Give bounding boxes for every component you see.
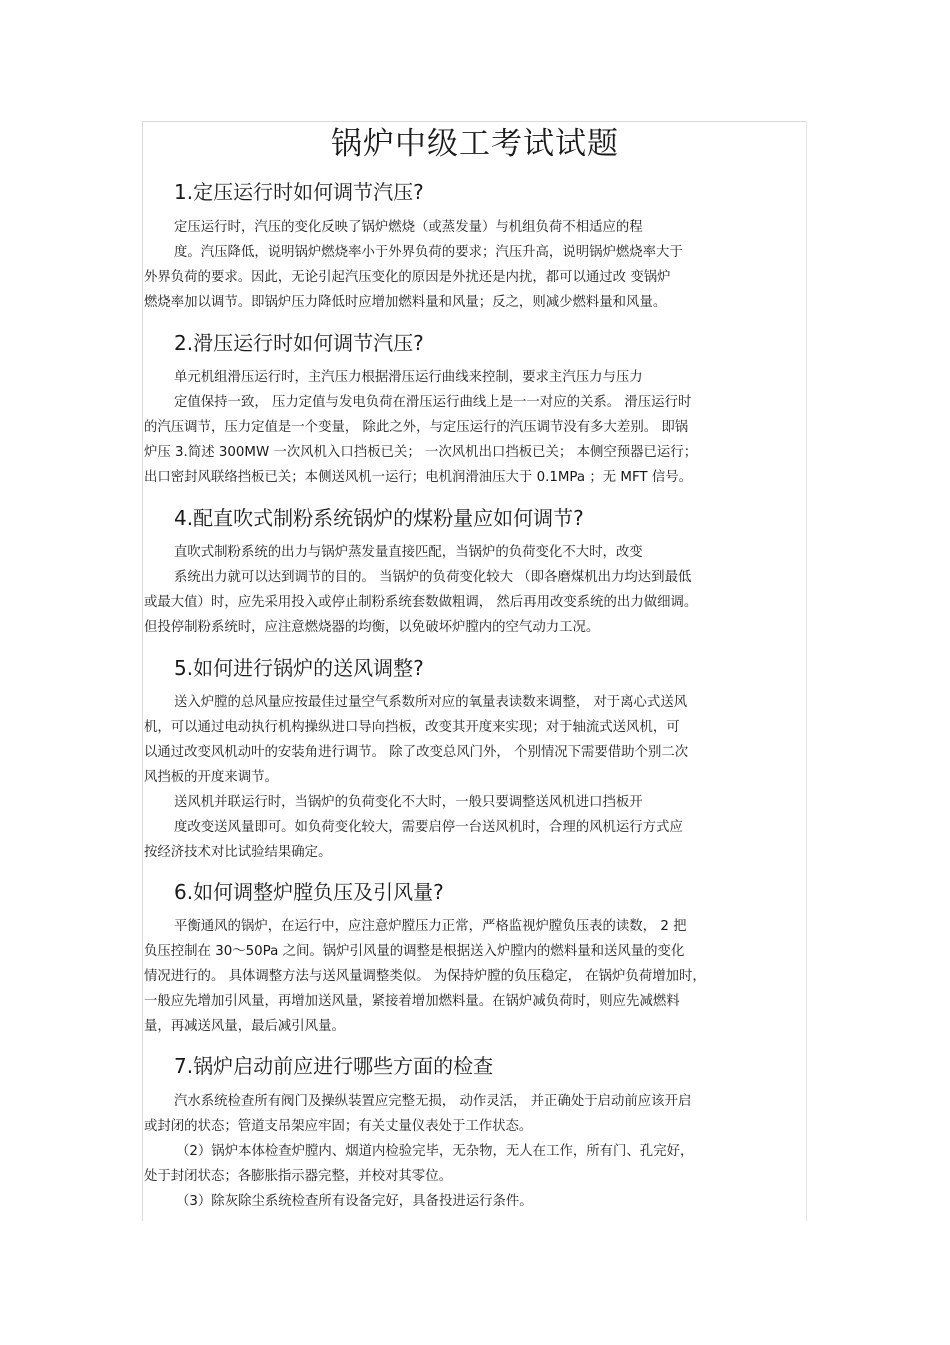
paragraph-line: 或最大值）时，应先采用投入或停止制粉系统套数做粗调， 然后再用改变系统的出力做细调。 [144, 595, 698, 610]
paragraph-line: 定值保持一致， 压力定值与发电负荷在滑压运行曲线上是一一对应的关系。 滑压运行时 [174, 395, 692, 410]
section-heading-1: 1.定压运行时如何调节汽压? [174, 180, 424, 204]
paragraph-line: 以通过改变风机动叶的安装角进行调节。 除了改变总风门外， 个别情况下需要借助个别二次 [144, 745, 689, 760]
paragraph-line: 直吹式制粉系统的出力与锅炉蒸发量直接匹配，当锅炉的负荷变化不大时，改变 [174, 545, 643, 560]
paragraph-line: 量，再减送风量，最后减引风量。 [144, 1019, 345, 1034]
section-heading-2: 2.滑压运行时如何调节汽压? [174, 331, 424, 355]
paragraph-line: 外界负荷的要求。因此，无论引起汽压变化的原因是外扰还是内扰，都可以通过改 变锅炉 [144, 270, 671, 285]
section-heading-4: 4.配直吹式制粉系统锅炉的煤粉量应如何调节? [174, 506, 584, 530]
paragraph-line: 送入炉膛的总风量应按最佳过量空气系数所对应的氧量表读数来调整， 对于离心式送风 [174, 695, 688, 710]
paragraph-line: 按经济技术对比试验结果确定。 [144, 845, 332, 860]
paragraph-line: 汽水系统检查所有阀门及操纵装置应完整无损， 动作灵活， 并正确处于启动前应该开启 [174, 1094, 692, 1109]
paragraph-line: 出口密封风联络挡板已关；本侧送风机一运行；电机润滑油压大于 0.1MPa ；无 MFT 信号。 [144, 470, 693, 485]
paragraph-line: 机，可以通过电动执行机构操纵进口导向挡板，改变其开度来实现；对于轴流式送风机，可 [144, 720, 680, 735]
paragraph-line: 一般应先增加引风量，再增加送风量，紧接着增加燃料量。在锅炉减负荷时，则应先减燃料 [144, 994, 680, 1009]
paragraph-line: 送风机并联运行时，当锅炉的负荷变化不大时，一般只要调整送风机进口挡板开 [174, 795, 643, 810]
document-title: 锅炉中级工考试试题 [331, 126, 619, 162]
paragraph-line: 系统出力就可以达到调节的目的。 当锅炉的负荷变化较大 （即各磨煤机出力均达到最低 [174, 570, 692, 585]
paragraph-line: 风挡板的开度来调节。 [144, 770, 278, 785]
paragraph-line: 定压运行时，汽压的变化反映了锅炉燃烧（或蒸发量）与机组负荷不相适应的程 [174, 220, 643, 235]
paragraph-line: 的汽压调节，压力定值是一个变量， 除此之外，与定压运行的汽压调节没有多大差别。 即锅 [144, 420, 689, 435]
paragraph-line: 炉压 3.简述 300MW 一次风机入口挡板已关； 一次风机出口挡板已关； 本侧空预器已运行； [144, 445, 698, 460]
paragraph-line: （3）除灰除尘系统检查所有设备完好，具备投进运行条件。 [176, 1194, 533, 1209]
paragraph-line: 情况进行的。 具体调整方法与送风量调整类似。 为保持炉膛的负压稳定， 在锅炉负荷增加时， [144, 969, 706, 984]
paragraph-line: 但投停制粉系统时，应注意燃烧器的均衡，以免破坏炉膛内的空气动力工况。 [144, 620, 600, 635]
paragraph-line: 平衡通风的锅炉，在运行中，应注意炉膛压力正常，严格监视炉膛负压表的读数， 2 把 [174, 919, 687, 934]
section-heading-6: 6.如何调整炉膛负压及引风量? [174, 880, 444, 904]
paragraph-line: 度。汽压降低，说明锅炉燃烧率小于外界负荷的要求；汽压升高，说明锅炉燃烧率大于 [174, 245, 683, 260]
section-heading-7: 7.锅炉启动前应进行哪些方面的检查 [174, 1054, 494, 1078]
paragraph-line: 燃烧率加以调节。即锅炉压力降低时应增加燃料量和风量；反之，则减少燃料量和风量。 [144, 295, 667, 310]
paragraph-line: 度改变送风量即可。如负荷变化较大，需要启停一台送风机时，合理的风机运行方式应 [174, 820, 683, 835]
paragraph-line: 单元机组滑压运行时，主汽压力根据滑压运行曲线来控制，要求主汽压力与压力 [174, 370, 643, 385]
paragraph-line: 或封闭的状态；管道支吊架应牢固；有关丈量仪表处于工作状态。 [144, 1119, 533, 1134]
section-heading-5: 5.如何进行锅炉的送风调整? [174, 656, 424, 680]
paragraph-line: 负压控制在 30～50Pa 之间。锅炉引风量的调整是根据送入炉膛内的燃料量和送风量的变化 [144, 944, 685, 959]
paragraph-line: （2）锅炉本体检查炉膛内、烟道内检验完毕，无杂物，无人在工作，所有门、孔完好， [176, 1144, 694, 1159]
paragraph-line: 处于封闭状态；各膨胀指示器完整，并校对其零位。 [144, 1169, 452, 1184]
